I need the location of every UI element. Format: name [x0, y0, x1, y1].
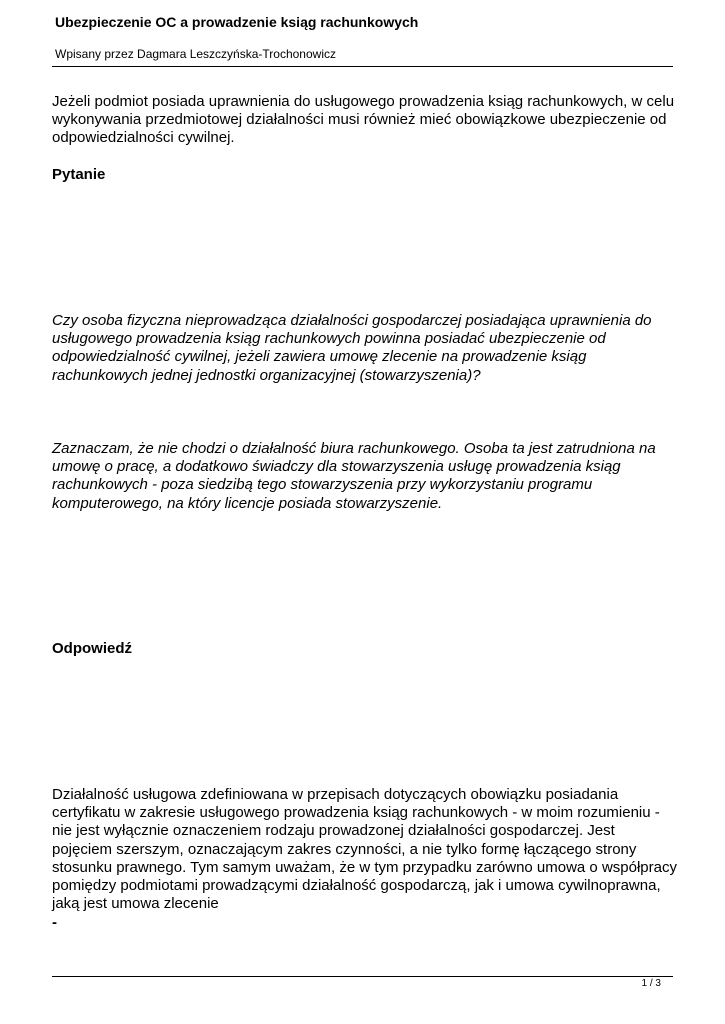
article-title: Ubezpieczenie OC a prowadzenie ksiąg rachunkowych	[55, 14, 419, 30]
header-divider	[52, 66, 673, 67]
trailing-dash: -	[52, 914, 57, 931]
question-paragraph-1: Czy osoba fizyczna nieprowadząca działalności gospodarczej posiadająca uprawnienia do usługowego prowadzenia ksiąg rachunkowych powinna posiadać ubezpieczenie od odpowiedzialność cywilnej, jeżeli zawiera umowę zlecenie na prowadzenie ksiąg rachunkowych jednej jednostki organizacyjnej (stowarzyszenia)?	[52, 312, 652, 384]
intro-paragraph: Jeżeli podmiot posiada uprawnienia do usługowego prowadzenia ksiąg rachunkowych, w celu wykonywania przedmiotowej działalności musi również mieć obowiązkowe ubezpieczenie od odpowiedzialności cywilnej.	[52, 93, 675, 147]
footer-divider	[52, 976, 673, 977]
answer-heading: Odpowiedź	[52, 640, 132, 657]
author-line: Wpisany przez Dagmara Leszczyńska-Trochonowicz	[55, 47, 336, 61]
answer-paragraph: Działalność usługowa zdefiniowana w przepisach dotyczących obowiązku posiadania certyfikatu w zakresie usługowego prowadzenia ksiąg rachunkowych - w moim rozumieniu - nie jest wyłącznie oznaczeniem rodzaju prowadzonej działalności gospodarczej. Jest pojęciem szerszym, oznaczającym zakres czynności, a nie tylko formę łączącego strony stosunku prawnego. Tym samym uważam, że w tym przypadku zarówno umowa o współpracy pomiędzy podmiotami prowadzącymi działalność gospodarczą, jak i umowa cywilnoprawna, jaką jest umowa zlecenie	[52, 786, 677, 913]
page-number: 1 / 3	[641, 978, 661, 989]
question-paragraph-2: Zaznaczam, że nie chodzi o działalność biura rachunkowego. Osoba ta jest zatrudniona na umowę o pracę, a dodatkowo świadczy dla stowarzyszenia usługę prowadzenia ksiąg rachunkowych - poza siedzibą tego stowarzyszenia przy wykorzystaniu programu komputerowego, na który licencje posiada stowarzyszenie.	[52, 440, 656, 512]
question-heading: Pytanie	[52, 166, 106, 183]
